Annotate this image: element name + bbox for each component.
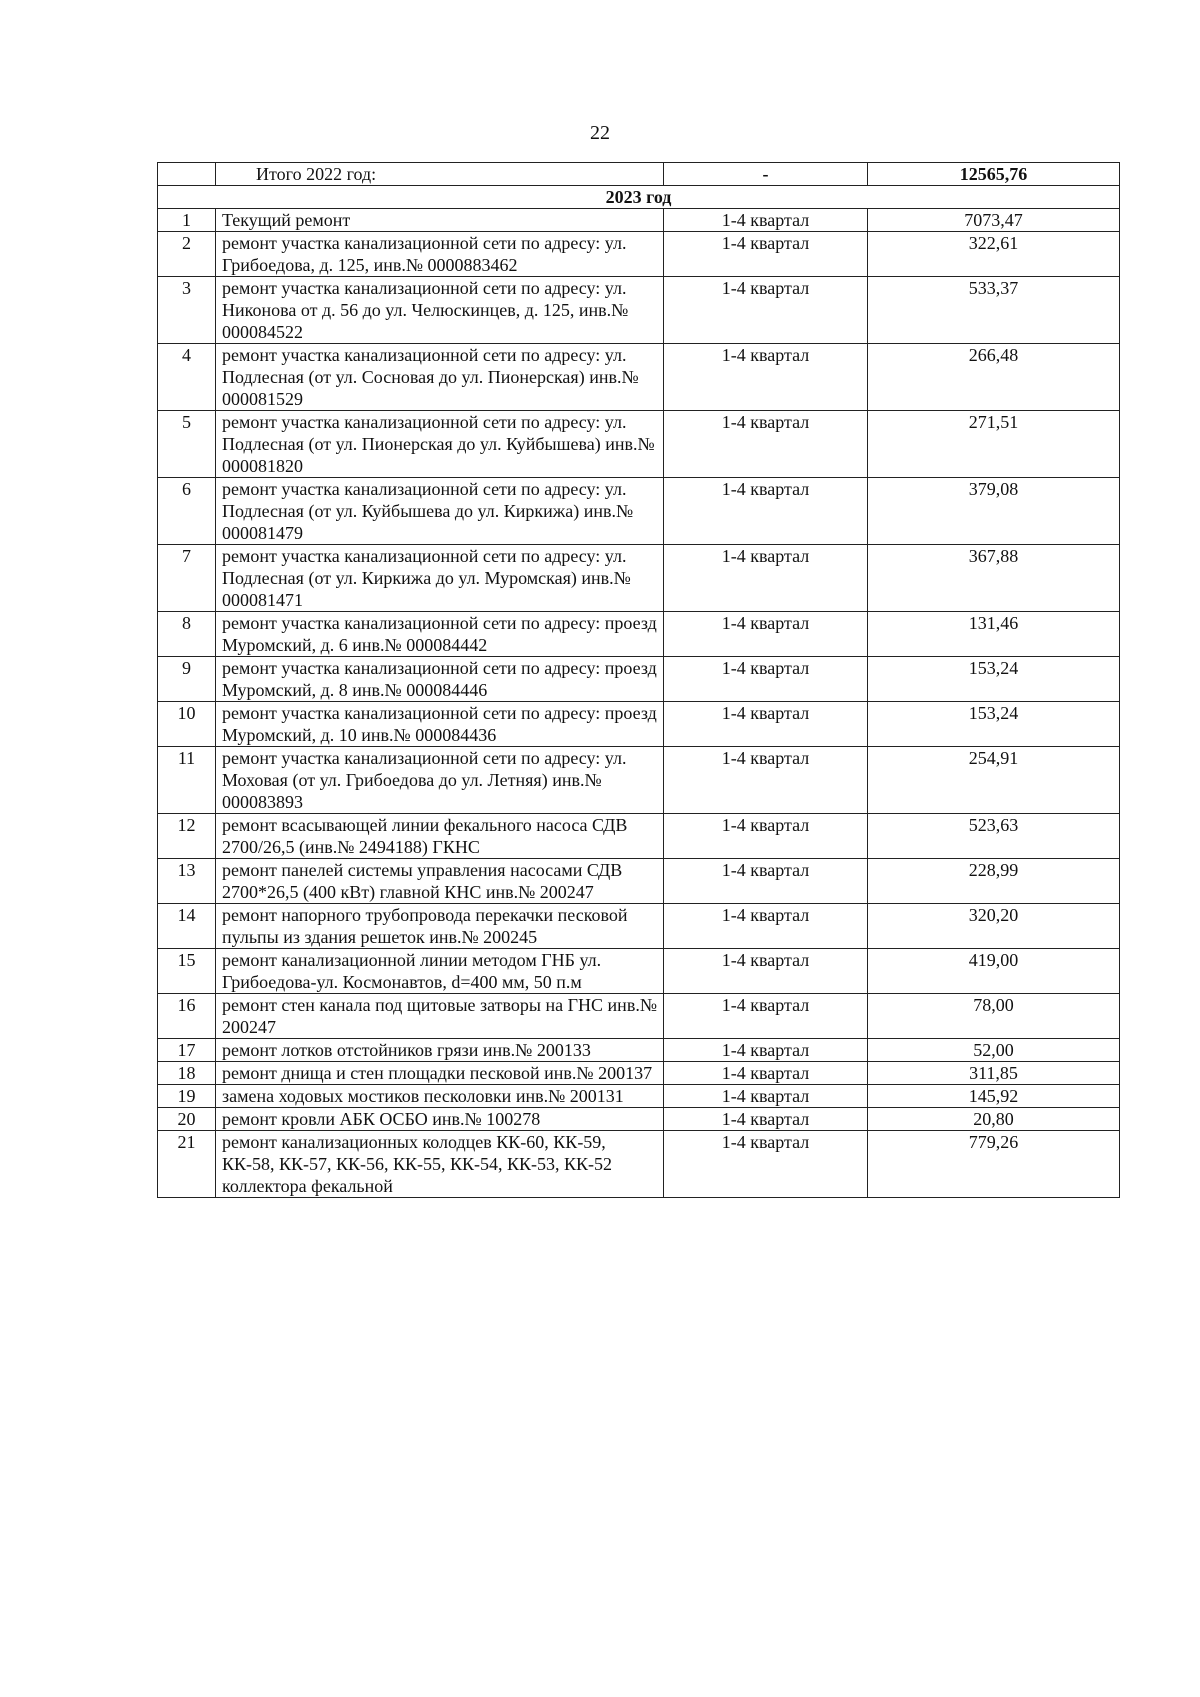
table-row: [158, 478, 1120, 545]
row-period: 1-4 квартал: [664, 1085, 868, 1108]
row-description: ремонт участка канализационной сети по адресу: ул. Подлесная (от ул. Киркижа до ул. Муромская) инв.№ 000081471: [216, 545, 664, 612]
row-number: 12: [158, 814, 216, 859]
row-number: 19: [158, 1085, 216, 1108]
row-period: 1-4 квартал: [664, 859, 868, 904]
row-amount: 367,88: [868, 545, 1120, 612]
row-number: 13: [158, 859, 216, 904]
row-amount: 320,20: [868, 904, 1120, 949]
table-row: [158, 994, 1120, 1039]
row-amount: 153,24: [868, 657, 1120, 702]
row-description: ремонт участка канализационной сети по адресу: ул. Подлесная (от ул. Пионерская до ул. Куйбышева) инв.№ 000081820: [216, 411, 664, 478]
row-period: 1-4 квартал: [664, 277, 868, 344]
table-row: [158, 702, 1120, 747]
row-period: 1-4 квартал: [664, 814, 868, 859]
row-description: ремонт участка канализационной сети по адресу: ул. Подлесная (от ул. Куйбышева до ул. Киркижа) инв.№ 000081479: [216, 478, 664, 545]
table-row: [158, 1039, 1120, 1062]
row-number: 4: [158, 344, 216, 411]
table-row: [158, 1062, 1120, 1085]
row-number: 20: [158, 1108, 216, 1131]
row-number: 1: [158, 209, 216, 232]
row-period: 1-4 квартал: [664, 904, 868, 949]
page-number: 22: [590, 122, 610, 144]
total-label: Итого 2022 год:: [216, 163, 664, 186]
row-description: ремонт участка канализационной сети по адресу: проезд Муромский, д. 8 инв.№ 000084446: [216, 657, 664, 702]
row-number: 17: [158, 1039, 216, 1062]
total-empty-cell: [158, 163, 216, 186]
table-row: [158, 859, 1120, 904]
row-description: ремонт канализационных колодцев КК-60, КК-59, КК-58, КК-57, КК-56, КК-55, КК-54, КК-53, КК-52 коллектора фекальной: [216, 1131, 664, 1198]
row-description: ремонт панелей системы управления насосами СДВ 2700*26,5 (400 кВт) главной КНС инв.№ 200247: [216, 859, 664, 904]
row-period: 1-4 квартал: [664, 1039, 868, 1062]
repair-table: [157, 162, 1120, 1198]
row-period: 1-4 квартал: [664, 949, 868, 994]
row-description: ремонт участка канализационной сети по адресу: ул. Подлесная (от ул. Сосновая до ул. Пионерская) инв.№ 000081529: [216, 344, 664, 411]
row-description: ремонт стен канала под щитовые затворы на ГНС инв.№ 200247: [216, 994, 664, 1039]
table-row: [158, 232, 1120, 277]
table-row: [158, 1085, 1120, 1108]
row-number: 15: [158, 949, 216, 994]
row-description: ремонт всасывающей линии фекального насоса СДВ 2700/26,5 (инв.№ 2494188) ГКНС: [216, 814, 664, 859]
row-number: 10: [158, 702, 216, 747]
table-row: [158, 612, 1120, 657]
row-number: 8: [158, 612, 216, 657]
row-number: 5: [158, 411, 216, 478]
total-period: -: [664, 163, 868, 186]
row-description: ремонт участка канализационной сети по адресу: проезд Муромский, д. 6 инв.№ 000084442: [216, 612, 664, 657]
row-amount: 131,46: [868, 612, 1120, 657]
row-amount: 145,92: [868, 1085, 1120, 1108]
total-2022-row: [158, 163, 1120, 186]
row-period: 1-4 квартал: [664, 1131, 868, 1198]
table-row: [158, 411, 1120, 478]
row-number: 9: [158, 657, 216, 702]
row-amount: 779,26: [868, 1131, 1120, 1198]
row-period: 1-4 квартал: [664, 209, 868, 232]
row-number: 2: [158, 232, 216, 277]
row-amount: 271,51: [868, 411, 1120, 478]
row-number: 7: [158, 545, 216, 612]
row-amount: 20,80: [868, 1108, 1120, 1131]
row-period: 1-4 квартал: [664, 478, 868, 545]
table-row: [158, 1108, 1120, 1131]
row-description: ремонт участка канализационной сети по адресу: ул. Моховая (от ул. Грибоедова до ул. Летняя) инв.№ 000083893: [216, 747, 664, 814]
row-number: 11: [158, 747, 216, 814]
row-number: 16: [158, 994, 216, 1039]
table-row: [158, 949, 1120, 994]
row-description: ремонт напорного трубопровода перекачки песковой пульпы из здания решеток инв.№ 200245: [216, 904, 664, 949]
table-row: [158, 814, 1120, 859]
row-number: 21: [158, 1131, 216, 1198]
table-row: [158, 904, 1120, 949]
row-period: 1-4 квартал: [664, 344, 868, 411]
row-period: 1-4 квартал: [664, 612, 868, 657]
row-description: ремонт кровли АБК ОСБО инв.№ 100278: [216, 1108, 664, 1131]
row-amount: 254,91: [868, 747, 1120, 814]
row-period: 1-4 квартал: [664, 411, 868, 478]
row-description: ремонт участка канализационной сети по адресу: ул. Никонова от д. 56 до ул. Челюскинцев, д. 125, инв.№ 000084522: [216, 277, 664, 344]
table-row: [158, 344, 1120, 411]
row-amount: 52,00: [868, 1039, 1120, 1062]
table-row: [158, 209, 1120, 232]
row-period: 1-4 квартал: [664, 232, 868, 277]
row-amount: 266,48: [868, 344, 1120, 411]
row-period: 1-4 квартал: [664, 545, 868, 612]
year-header-row: [158, 186, 1120, 209]
row-amount: 311,85: [868, 1062, 1120, 1085]
row-amount: 419,00: [868, 949, 1120, 994]
row-amount: 228,99: [868, 859, 1120, 904]
table-row: [158, 545, 1120, 612]
row-number: 18: [158, 1062, 216, 1085]
row-period: 1-4 квартал: [664, 1062, 868, 1085]
row-amount: 7073,47: [868, 209, 1120, 232]
row-amount: 379,08: [868, 478, 1120, 545]
row-amount: 533,37: [868, 277, 1120, 344]
row-amount: 78,00: [868, 994, 1120, 1039]
row-amount: 523,63: [868, 814, 1120, 859]
row-period: 1-4 квартал: [664, 1108, 868, 1131]
row-number: 3: [158, 277, 216, 344]
row-description: ремонт канализационной линии методом ГНБ ул. Грибоедова-ул. Космонавтов, d=400 мм, 50 п.м: [216, 949, 664, 994]
year-header: 2023 год: [158, 186, 1120, 209]
row-number: 14: [158, 904, 216, 949]
table-row: [158, 277, 1120, 344]
row-description: ремонт участка канализационной сети по адресу: ул. Грибоедова, д. 125, инв.№ 0000883462: [216, 232, 664, 277]
table-row: [158, 657, 1120, 702]
row-description: ремонт днища и стен площадки песковой инв.№ 200137: [216, 1062, 664, 1085]
row-number: 6: [158, 478, 216, 545]
row-period: 1-4 квартал: [664, 657, 868, 702]
table-row: [158, 1131, 1120, 1198]
row-amount: 322,61: [868, 232, 1120, 277]
row-description: замена ходовых мостиков песколовки инв.№ 200131: [216, 1085, 664, 1108]
row-period: 1-4 квартал: [664, 994, 868, 1039]
total-amount: 12565,76: [868, 163, 1120, 186]
row-description: ремонт лотков отстойников грязи инв.№ 200133: [216, 1039, 664, 1062]
row-description: ремонт участка канализационной сети по адресу: проезд Муромский, д. 10 инв.№ 000084436: [216, 702, 664, 747]
row-description: Текущий ремонт: [216, 209, 664, 232]
row-period: 1-4 квартал: [664, 702, 868, 747]
row-amount: 153,24: [868, 702, 1120, 747]
table-row: [158, 747, 1120, 814]
row-period: 1-4 квартал: [664, 747, 868, 814]
